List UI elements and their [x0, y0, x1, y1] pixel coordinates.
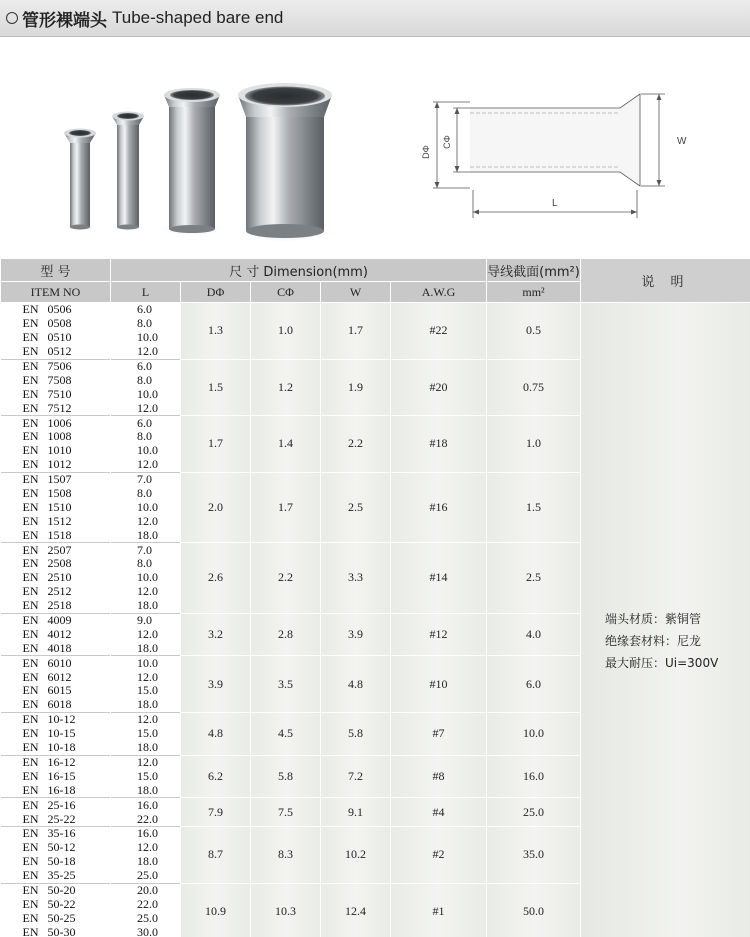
item-no-cell: EN 10-18 [1, 741, 111, 755]
spec-awg-cell: #20 [391, 359, 487, 416]
length-cell: 8.0 [111, 430, 181, 444]
item-no-cell: EN 0510 [1, 331, 111, 345]
item-no-cell: EN 50-18 [1, 855, 111, 869]
spec-w-cell: 10.2 [321, 826, 391, 883]
length-cell: 7.0 [111, 543, 181, 557]
spec-mm2-cell: 1.0 [487, 416, 581, 473]
length-cell: 18.0 [111, 698, 181, 712]
length-cell: 12.0 [111, 458, 181, 472]
spec-awg-cell: #22 [391, 303, 487, 360]
spec-c-cell: 1.2 [251, 359, 321, 416]
title-english: Tube-shaped bare end [112, 8, 284, 27]
length-cell: 25.0 [111, 869, 181, 883]
spec-d-cell: 7.9 [181, 798, 251, 827]
spec-mm2-cell: 6.0 [487, 656, 581, 713]
product-photo [0, 37, 400, 257]
spec-d-cell: 2.0 [181, 472, 251, 542]
item-no-cell: EN 0508 [1, 317, 111, 331]
item-no-cell: EN 50-20 [1, 883, 111, 897]
item-no-cell: EN 7512 [1, 401, 111, 415]
item-no-cell: EN 35-25 [1, 869, 111, 883]
header-section: 导线截面(mm²) [487, 259, 581, 282]
item-no-cell: EN 1508 [1, 487, 111, 501]
label-c: CΦ [442, 135, 452, 149]
spec-table-body [1, 303, 750, 937]
length-cell: 12.0 [111, 712, 181, 726]
length-cell: 8.0 [111, 487, 181, 501]
header-w: W [321, 282, 391, 303]
item-no-cell: EN 2512 [1, 585, 111, 599]
spec-c-cell: 2.8 [251, 613, 321, 656]
spec-d-cell: 4.8 [181, 712, 251, 755]
length-cell: 8.0 [111, 373, 181, 387]
bullet-circle-icon [6, 12, 18, 24]
length-cell: 10.0 [111, 500, 181, 514]
spec-c-cell: 1.0 [251, 303, 321, 360]
item-no-cell: EN 6015 [1, 684, 111, 698]
spec-w-cell: 1.9 [321, 359, 391, 416]
length-cell: 10.0 [111, 387, 181, 401]
spec-c-cell: 1.4 [251, 416, 321, 473]
item-no-cell: EN 0512 [1, 345, 111, 359]
length-cell: 20.0 [111, 883, 181, 897]
item-no-cell: EN 50-30 [1, 925, 111, 937]
spec-c-cell: 5.8 [251, 755, 321, 798]
length-cell: 12.0 [111, 670, 181, 684]
title-chinese: 管形裸端头 [22, 10, 107, 31]
length-cell: 18.0 [111, 528, 181, 542]
item-no-cell: EN 1507 [1, 472, 111, 486]
length-cell: 6.0 [111, 359, 181, 373]
item-no-cell: EN 6018 [1, 698, 111, 712]
spec-awg-cell: #4 [391, 798, 487, 827]
spec-table [0, 258, 750, 937]
length-cell: 12.0 [111, 514, 181, 528]
header-note: 说 明 [581, 259, 750, 303]
spec-awg-cell: #14 [391, 543, 487, 613]
header-l: L [111, 282, 181, 303]
header-model-cn: 型 号 [1, 259, 111, 282]
item-no-cell: EN 2508 [1, 557, 111, 571]
header-mm2: mm² [487, 282, 581, 303]
length-cell: 15.0 [111, 684, 181, 698]
length-cell: 15.0 [111, 727, 181, 741]
length-cell: 22.0 [111, 897, 181, 911]
note-line: 端头材质：紫铜管 [605, 612, 702, 627]
spec-mm2-cell: 25.0 [487, 798, 581, 827]
spec-mm2-cell: 4.0 [487, 613, 581, 656]
item-no-cell: EN 25-22 [1, 812, 111, 826]
technical-drawing [415, 80, 715, 230]
spec-c-cell: 1.7 [251, 472, 321, 542]
spec-w-cell: 3.9 [321, 613, 391, 656]
length-cell: 10.0 [111, 656, 181, 670]
length-cell: 10.0 [111, 331, 181, 345]
item-no-cell: EN 50-22 [1, 897, 111, 911]
spec-d-cell: 8.7 [181, 826, 251, 883]
length-cell: 18.0 [111, 855, 181, 869]
spec-c-cell: 3.5 [251, 656, 321, 713]
spec-w-cell: 1.7 [321, 303, 391, 360]
tube-small-2 [108, 112, 148, 233]
length-cell: 30.0 [111, 925, 181, 937]
item-no-cell: EN 1006 [1, 416, 111, 430]
header-dimension: 尺 寸 Dimension(mm) [111, 259, 487, 282]
item-no-cell: EN 2510 [1, 571, 111, 585]
item-no-cell: EN 1012 [1, 458, 111, 472]
spec-mm2-cell: 0.5 [487, 303, 581, 360]
spec-d-cell: 1.5 [181, 359, 251, 416]
length-cell: 18.0 [111, 741, 181, 755]
spec-mm2-cell: 1.5 [487, 472, 581, 542]
spec-d-cell: 1.3 [181, 303, 251, 360]
item-no-cell: EN 7510 [1, 387, 111, 401]
note-line: 绝缘套材料：尼龙 [605, 634, 702, 649]
item-no-cell: EN 35-16 [1, 826, 111, 840]
length-cell: 10.0 [111, 571, 181, 585]
spec-mm2-cell: 16.0 [487, 755, 581, 798]
length-cell: 12.0 [111, 755, 181, 769]
item-no-cell: EN 1512 [1, 514, 111, 528]
spec-awg-cell: #1 [391, 883, 487, 937]
length-cell: 12.0 [111, 841, 181, 855]
length-cell: 18.0 [111, 783, 181, 797]
item-no-cell: EN 4012 [1, 627, 111, 641]
spec-w-cell: 2.5 [321, 472, 391, 542]
item-no-cell: EN 50-12 [1, 841, 111, 855]
spec-d-cell: 6.2 [181, 755, 251, 798]
spec-w-cell: 3.3 [321, 543, 391, 613]
length-cell: 18.0 [111, 599, 181, 613]
length-cell: 16.0 [111, 798, 181, 812]
spec-w-cell: 4.8 [321, 656, 391, 713]
spec-w-cell: 2.2 [321, 416, 391, 473]
header-d: DΦ [181, 282, 251, 303]
length-cell: 15.0 [111, 769, 181, 783]
spec-c-cell: 4.5 [251, 712, 321, 755]
header-awg: A.W.G [391, 282, 487, 303]
spec-awg-cell: #7 [391, 712, 487, 755]
spec-awg-cell: #10 [391, 656, 487, 713]
length-cell: 25.0 [111, 911, 181, 925]
item-no-cell: EN 10-12 [1, 712, 111, 726]
item-no-cell: EN 7506 [1, 359, 111, 373]
item-no-cell: EN 1518 [1, 528, 111, 542]
spec-c-cell: 8.3 [251, 826, 321, 883]
length-cell: 12.0 [111, 627, 181, 641]
spec-mm2-cell: 2.5 [487, 543, 581, 613]
length-cell: 12.0 [111, 585, 181, 599]
spec-d-cell: 3.9 [181, 656, 251, 713]
notes-cell [581, 303, 750, 937]
length-cell: 7.0 [111, 472, 181, 486]
length-cell: 6.0 [111, 416, 181, 430]
label-w: W [677, 136, 687, 147]
spec-c-cell: 7.5 [251, 798, 321, 827]
length-cell: 9.0 [111, 613, 181, 627]
item-no-cell: EN 2507 [1, 543, 111, 557]
spec-w-cell: 5.8 [321, 712, 391, 755]
item-no-cell: EN 4018 [1, 641, 111, 655]
tube-small-1 [62, 129, 98, 233]
spec-awg-cell: #2 [391, 826, 487, 883]
length-cell: 16.0 [111, 826, 181, 840]
header-item-no: ITEM NO [1, 282, 111, 303]
spec-mm2-cell: 0.75 [487, 359, 581, 416]
length-cell: 6.0 [111, 303, 181, 317]
length-cell: 12.0 [111, 345, 181, 359]
spec-d-cell: 2.6 [181, 543, 251, 613]
spec-awg-cell: #8 [391, 755, 487, 798]
spec-w-cell: 12.4 [321, 883, 391, 937]
length-cell: 18.0 [111, 641, 181, 655]
item-no-cell: EN 6010 [1, 656, 111, 670]
spec-c-cell: 10.3 [251, 883, 321, 937]
length-cell: 12.0 [111, 401, 181, 415]
label-l: L [552, 198, 558, 209]
spec-mm2-cell: 10.0 [487, 712, 581, 755]
label-d: DΦ [421, 145, 431, 159]
item-no-cell: EN 1008 [1, 430, 111, 444]
length-cell: 8.0 [111, 557, 181, 571]
header-bar [0, 0, 750, 37]
length-cell: 10.0 [111, 444, 181, 458]
item-no-cell: EN 16-15 [1, 769, 111, 783]
item-no-cell: EN 4009 [1, 613, 111, 627]
header-c: CΦ [251, 282, 321, 303]
spec-w-cell: 9.1 [321, 798, 391, 827]
spec-d-cell: 1.7 [181, 416, 251, 473]
item-no-cell: EN 16-18 [1, 783, 111, 797]
table-row [1, 303, 750, 317]
spec-awg-cell: #18 [391, 416, 487, 473]
length-cell: 8.0 [111, 317, 181, 331]
item-no-cell: EN 50-25 [1, 911, 111, 925]
item-no-cell: EN 1010 [1, 444, 111, 458]
spec-d-cell: 10.9 [181, 883, 251, 937]
tube-medium [158, 88, 226, 236]
length-cell: 22.0 [111, 812, 181, 826]
spec-mm2-cell: 35.0 [487, 826, 581, 883]
spec-w-cell: 7.2 [321, 755, 391, 798]
item-no-cell: EN 0506 [1, 303, 111, 317]
tube-large [230, 83, 340, 243]
spec-awg-cell: #12 [391, 613, 487, 656]
spec-table-wrap [0, 258, 750, 937]
item-no-cell: EN 7508 [1, 373, 111, 387]
note-line: 最大耐压：Ui=300V [605, 656, 719, 671]
spec-awg-cell: #16 [391, 472, 487, 542]
item-no-cell: EN 25-16 [1, 798, 111, 812]
spec-mm2-cell: 50.0 [487, 883, 581, 937]
item-no-cell: EN 6012 [1, 670, 111, 684]
item-no-cell: EN 1510 [1, 500, 111, 514]
item-no-cell: EN 10-15 [1, 727, 111, 741]
item-no-cell: EN 16-12 [1, 755, 111, 769]
item-no-cell: EN 2518 [1, 599, 111, 613]
spec-c-cell: 2.2 [251, 543, 321, 613]
spec-d-cell: 3.2 [181, 613, 251, 656]
